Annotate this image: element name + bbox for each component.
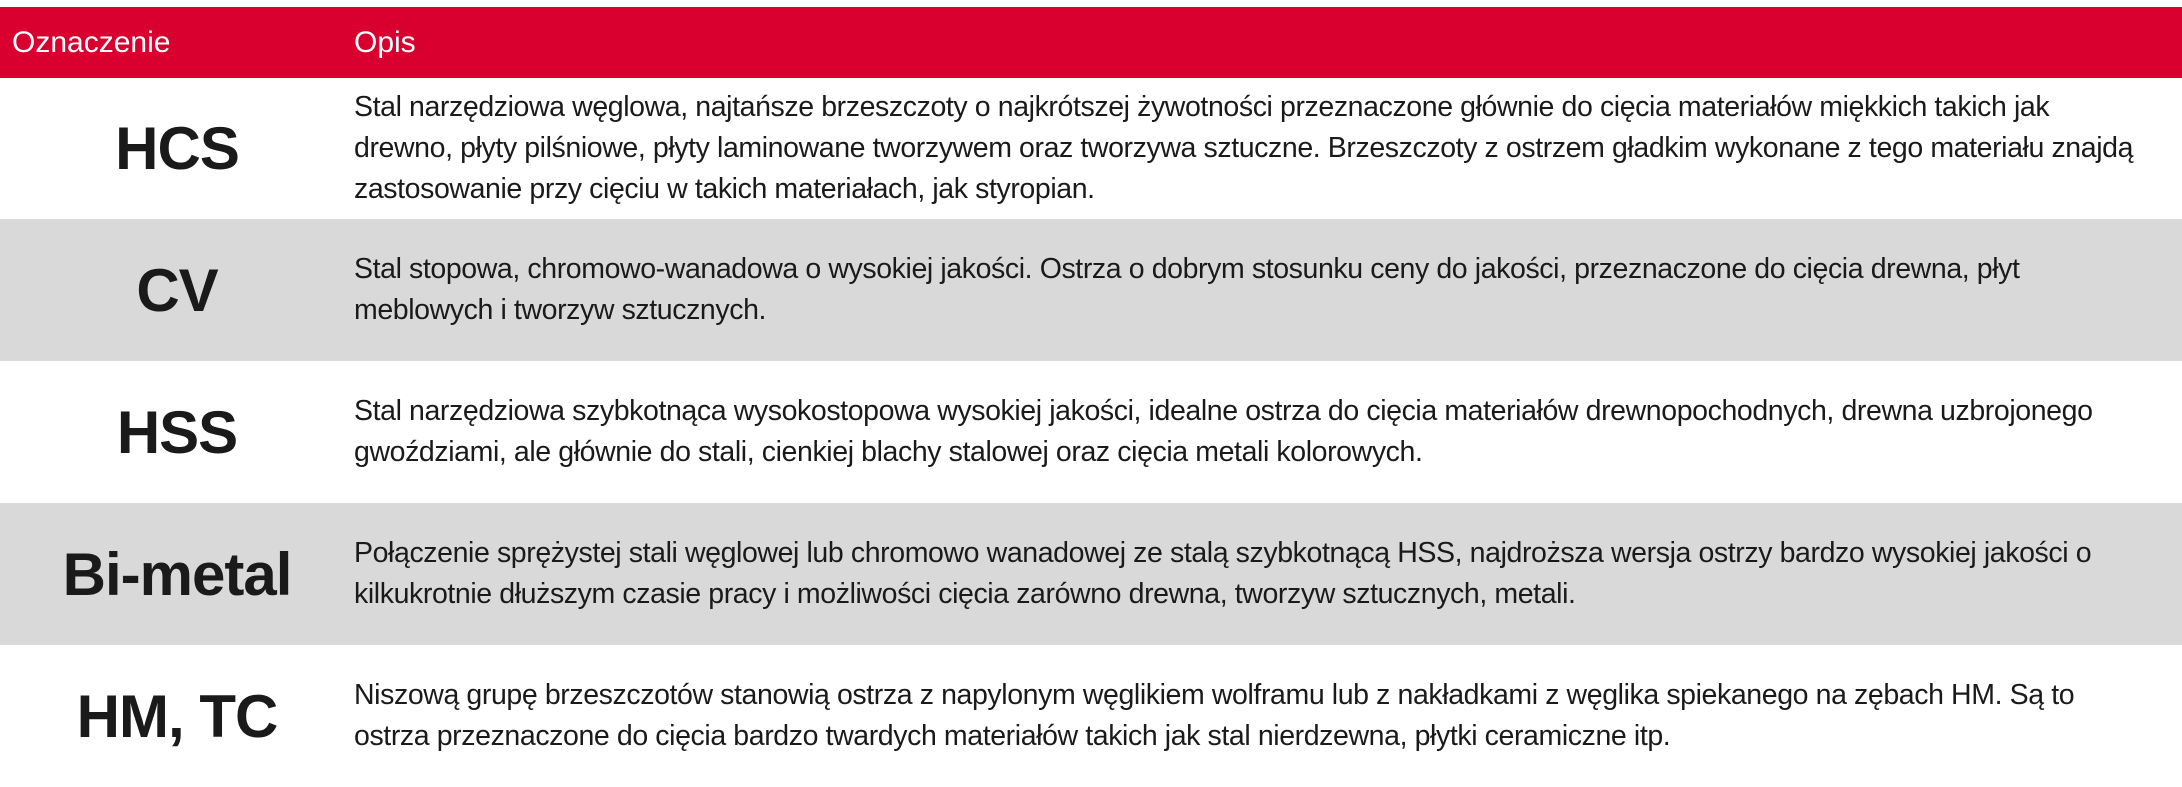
table-row-bimetal: [0, 503, 2182, 645]
table-row-hss: [0, 361, 2182, 503]
row-description: Stal stopowa, chromowo-wanadowa o wysokiej jakości. Ostrza o dobrym stosunku ceny do jakości, przeznaczone do cięcia drewna, płyt meblowych i tworzyw sztucznych.: [354, 253, 2020, 326]
row-code: Bi-metal: [62, 540, 292, 608]
header-description-column: Opis: [354, 25, 416, 59]
row-description: Stal narzędziowa węglowa, najtańsze brzeszczoty o najkrótszej żywotności przeznaczone głównie do cięcia materiałów miękkich takich jak drewno, płyty pilśniowe, płyty laminowane tworzywem oraz tworzywa sztuczne. Brzeszczoty z ostrzem gładkim wykonane z tego materiału znajdą zastosowanie przy cięciu w takich materiałach, jak styropian.: [354, 91, 2134, 205]
row-code: HCS: [115, 115, 239, 182]
header-code-column: Oznaczenie: [12, 25, 171, 59]
row-code: CV: [136, 256, 218, 324]
row-code: HM, TC: [76, 682, 278, 750]
material-table: [0, 7, 2182, 787]
table-row-cv: [0, 219, 2182, 361]
row-description: Połączenie sprężystej stali węglowej lub chromowo wanadowej ze stalą szybkotnącą HSS, najdroższa wersja ostrzy bardzo wysokiej jakości o kilkukrotnie dłuższym czasie pracy i możliwości cięcia zarówno drewna, tworzyw sztucznych, metali.: [354, 537, 2092, 610]
table-row-hcs: [0, 78, 2182, 219]
row-description: Stal narzędziowa szybkotnąca wysokostopowa wysokiej jakości, idealne ostrza do cięcia materiałów drewnopochodnych, drewna uzbrojonego gwoździami, ale głównie do stali, cienkiej blachy stalowej oraz cięcia metali kolorowych.: [354, 395, 2093, 468]
row-code: HSS: [116, 398, 238, 466]
table-row-hm-tc: [0, 645, 2182, 787]
table-header: [0, 7, 2182, 78]
row-description: Niszową grupę brzeszczotów stanowią ostrza z napylonym węglikiem wolframu lub z nakładkami z węglika spiekanego na zębach HM. Są to ostrza przeznaczone do cięcia bardzo twardych materiałów takich jak stal nierdzewna, płytki ceramiczne itp.: [354, 679, 2075, 752]
